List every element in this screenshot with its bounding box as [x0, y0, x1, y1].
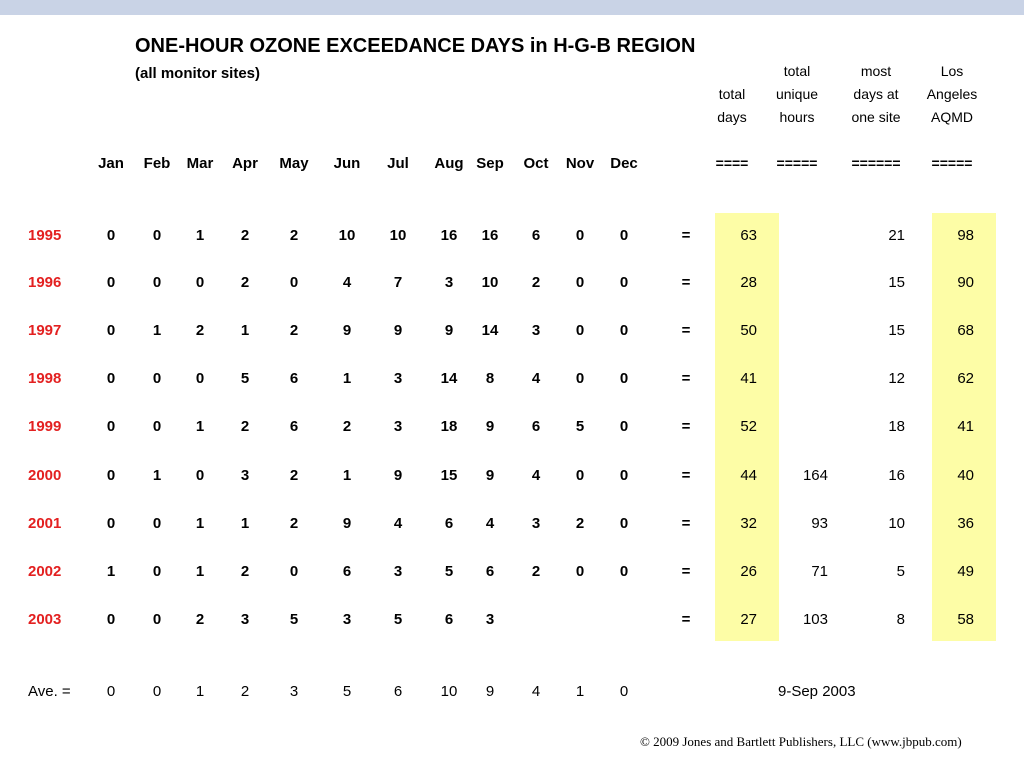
equals-sign: = [681, 418, 691, 435]
month-value: 3 [393, 563, 403, 580]
summary-header-separator: ===== [776, 155, 818, 171]
month-value: 6 [289, 418, 299, 435]
summary-value-hours: 93 [811, 515, 828, 532]
year-label: 1997 [28, 322, 62, 339]
month-value: 8 [485, 370, 495, 387]
average-value: 6 [393, 683, 403, 700]
month-header: Jul [387, 155, 409, 172]
summary-value-hours: 164 [802, 467, 828, 484]
equals-sign: = [681, 322, 691, 339]
equals-sign: = [681, 370, 691, 387]
month-value: 0 [289, 274, 299, 291]
summary-value-most: 5 [896, 563, 905, 580]
year-label: 1998 [28, 370, 62, 387]
month-header: Apr [232, 155, 258, 172]
month-value: 0 [575, 274, 585, 291]
month-value: 0 [106, 274, 116, 291]
month-value: 2 [289, 467, 299, 484]
year-label: 2000 [28, 467, 62, 484]
month-value: 9 [342, 515, 352, 532]
month-value: 5 [393, 611, 403, 628]
equals-sign: = [681, 611, 691, 628]
month-header: Nov [565, 155, 595, 172]
year-label: 1996 [28, 274, 62, 291]
month-value: 3 [393, 370, 403, 387]
average-value: 0 [619, 683, 629, 700]
summary-value-total: 32 [740, 515, 757, 532]
average-value: 4 [531, 683, 541, 700]
month-value: 4 [531, 467, 541, 484]
equals-sign: = [681, 467, 691, 484]
top-accent-bar [0, 0, 1024, 15]
month-value: 0 [152, 274, 162, 291]
year-label: 2001 [28, 515, 62, 532]
month-value: 5 [575, 418, 585, 435]
summary-column-header [927, 60, 978, 129]
summary-value-total: 50 [740, 322, 757, 339]
summary-value-la: 98 [957, 227, 974, 244]
month-value: 4 [393, 515, 403, 532]
month-value: 0 [575, 227, 585, 244]
month-value: 9 [485, 467, 495, 484]
month-value: 3 [485, 611, 495, 628]
month-header: Oct [523, 155, 549, 172]
month-value: 0 [106, 611, 116, 628]
summary-header-line: unique [775, 86, 819, 102]
summary-header-line: most [860, 63, 892, 79]
month-value: 0 [106, 467, 116, 484]
month-value: 16 [440, 227, 458, 244]
summary-value-total: 28 [740, 274, 757, 291]
year-label: 1995 [28, 227, 62, 244]
month-value: 0 [619, 274, 629, 291]
summary-header-line: AQMD [931, 109, 973, 125]
page-title: ONE-HOUR OZONE EXCEEDANCE DAYS in H-G-B REGION [135, 35, 696, 57]
month-value: 0 [106, 418, 116, 435]
average-value: 9 [485, 683, 495, 700]
month-value: 0 [195, 370, 205, 387]
equals-sign: = [681, 274, 691, 291]
month-value: 9 [444, 322, 454, 339]
report-date: 9-Sep 2003 [778, 683, 856, 700]
equals-sign: = [681, 515, 691, 532]
summary-value-la: 49 [957, 563, 974, 580]
summary-value-most: 10 [888, 515, 905, 532]
month-value: 14 [481, 322, 499, 339]
month-value: 4 [485, 515, 495, 532]
month-value: 6 [342, 563, 352, 580]
summary-value-total: 44 [740, 467, 757, 484]
month-value: 1 [240, 322, 250, 339]
month-value: 1 [152, 467, 162, 484]
month-value: 0 [106, 322, 116, 339]
year-label: 1999 [28, 418, 62, 435]
month-header: Jan [98, 155, 124, 172]
month-value: 2 [289, 515, 299, 532]
month-value: 2 [240, 274, 250, 291]
month-header: Dec [610, 155, 638, 172]
summary-column-header [717, 60, 747, 129]
month-value: 0 [619, 370, 629, 387]
month-value: 0 [152, 418, 162, 435]
month-value: 15 [440, 467, 458, 484]
month-header: Feb [143, 155, 171, 172]
month-header: Jun [333, 155, 361, 172]
average-label: Ave. = [28, 683, 71, 700]
summary-header-line: hours [779, 109, 815, 125]
month-value: 5 [289, 611, 299, 628]
month-value: 0 [106, 515, 116, 532]
year-label: 2002 [28, 563, 62, 580]
month-value: 2 [531, 563, 541, 580]
summary-value-la: 41 [957, 418, 974, 435]
summary-value-la: 90 [957, 274, 974, 291]
month-value: 1 [195, 515, 205, 532]
summary-value-most: 15 [888, 322, 905, 339]
month-value: 1 [195, 418, 205, 435]
month-value: 1 [342, 467, 352, 484]
month-value: 0 [619, 227, 629, 244]
month-value: 1 [195, 227, 205, 244]
summary-value-la: 68 [957, 322, 974, 339]
month-value: 2 [289, 227, 299, 244]
summary-header-separator: ====== [851, 155, 901, 171]
month-value: 9 [393, 322, 403, 339]
summary-value-hours: 71 [811, 563, 828, 580]
page-subtitle: (all monitor sites) [135, 65, 261, 82]
summary-value-most: 15 [888, 274, 905, 291]
month-value: 6 [444, 611, 454, 628]
summary-value-total: 26 [740, 563, 757, 580]
month-value: 0 [575, 322, 585, 339]
average-value: 1 [195, 683, 205, 700]
month-value: 2 [342, 418, 352, 435]
summary-header-line: Angeles [926, 86, 978, 102]
month-value: 2 [240, 418, 250, 435]
summary-value-hours: 103 [802, 611, 828, 628]
average-value: 2 [240, 683, 250, 700]
month-value: 2 [240, 563, 250, 580]
summary-header-line: days at [853, 86, 899, 102]
month-value: 0 [575, 467, 585, 484]
month-value: 1 [240, 515, 250, 532]
summary-value-most: 21 [888, 227, 905, 244]
average-value: 3 [289, 683, 299, 700]
month-value: 0 [152, 515, 162, 532]
copyright-notice: © 2009 Jones and Bartlett Publishers, LLC (www.jbpub.com) [640, 734, 962, 749]
month-value: 3 [531, 322, 541, 339]
month-value: 0 [195, 274, 205, 291]
month-value: 14 [440, 370, 458, 387]
month-value: 7 [393, 274, 403, 291]
summary-header-line: days [717, 109, 747, 125]
average-value: 0 [152, 683, 162, 700]
month-value: 1 [195, 563, 205, 580]
month-value: 4 [531, 370, 541, 387]
month-value: 0 [152, 370, 162, 387]
summary-value-total: 27 [740, 611, 757, 628]
month-value: 4 [342, 274, 352, 291]
summary-value-total: 63 [740, 227, 757, 244]
month-value: 0 [575, 370, 585, 387]
month-value: 3 [240, 467, 250, 484]
month-value: 5 [240, 370, 250, 387]
summary-header-separator: ==== [715, 155, 749, 171]
month-value: 3 [531, 515, 541, 532]
month-value: 0 [106, 370, 116, 387]
month-value: 0 [619, 322, 629, 339]
month-value: 9 [342, 322, 352, 339]
month-value: 0 [619, 418, 629, 435]
month-header: May [279, 155, 309, 172]
summary-header-separator: ===== [931, 155, 973, 171]
average-value: 0 [106, 683, 116, 700]
month-value: 2 [195, 611, 205, 628]
summary-column-header [776, 60, 818, 129]
month-value: 2 [240, 227, 250, 244]
summary-value-most: 16 [888, 467, 905, 484]
month-value: 0 [289, 563, 299, 580]
summary-value-most: 18 [888, 418, 905, 435]
month-value: 16 [481, 227, 499, 244]
average-value: 1 [575, 683, 585, 700]
summary-header-line: total [783, 63, 811, 79]
month-value: 10 [481, 274, 499, 291]
year-label: 2003 [28, 611, 62, 628]
equals-sign: = [681, 227, 691, 244]
month-value: 6 [531, 418, 541, 435]
month-value: 0 [619, 467, 629, 484]
summary-header-line: Los [940, 63, 964, 79]
summary-column-header [851, 60, 900, 129]
month-value: 3 [342, 611, 352, 628]
summary-header-line [717, 60, 747, 83]
summary-value-la: 58 [957, 611, 974, 628]
summary-value-la: 36 [957, 515, 974, 532]
month-value: 3 [240, 611, 250, 628]
month-value: 0 [575, 563, 585, 580]
month-value: 2 [531, 274, 541, 291]
month-value: 6 [485, 563, 495, 580]
summary-value-total: 52 [740, 418, 757, 435]
equals-sign: = [681, 563, 691, 580]
month-value: 0 [152, 227, 162, 244]
month-value: 5 [444, 563, 454, 580]
month-value: 9 [485, 418, 495, 435]
month-value: 3 [444, 274, 454, 291]
average-value: 10 [440, 683, 458, 700]
summary-value-la: 62 [957, 370, 974, 387]
month-value: 2 [289, 322, 299, 339]
month-value: 6 [289, 370, 299, 387]
month-value: 0 [152, 611, 162, 628]
month-value: 0 [619, 515, 629, 532]
month-value: 10 [338, 227, 356, 244]
summary-value-most: 12 [888, 370, 905, 387]
month-value: 1 [106, 563, 116, 580]
summary-header-line: total [718, 86, 746, 102]
month-value: 0 [106, 227, 116, 244]
month-value: 2 [195, 322, 205, 339]
month-value: 0 [195, 467, 205, 484]
month-header: Aug [434, 155, 464, 172]
summary-value-la: 40 [957, 467, 974, 484]
month-value: 9 [393, 467, 403, 484]
month-value: 6 [531, 227, 541, 244]
month-header: Sep [476, 155, 504, 172]
month-value: 0 [152, 563, 162, 580]
month-value: 1 [152, 322, 162, 339]
month-value: 10 [389, 227, 407, 244]
month-value: 18 [440, 418, 458, 435]
month-value: 3 [393, 418, 403, 435]
month-value: 0 [619, 563, 629, 580]
month-value: 1 [342, 370, 352, 387]
month-value: 2 [575, 515, 585, 532]
average-value: 5 [342, 683, 352, 700]
summary-value-total: 41 [740, 370, 757, 387]
month-value: 6 [444, 515, 454, 532]
summary-header-line: one site [851, 109, 901, 125]
summary-value-most: 8 [896, 611, 905, 628]
month-header: Mar [186, 155, 214, 172]
